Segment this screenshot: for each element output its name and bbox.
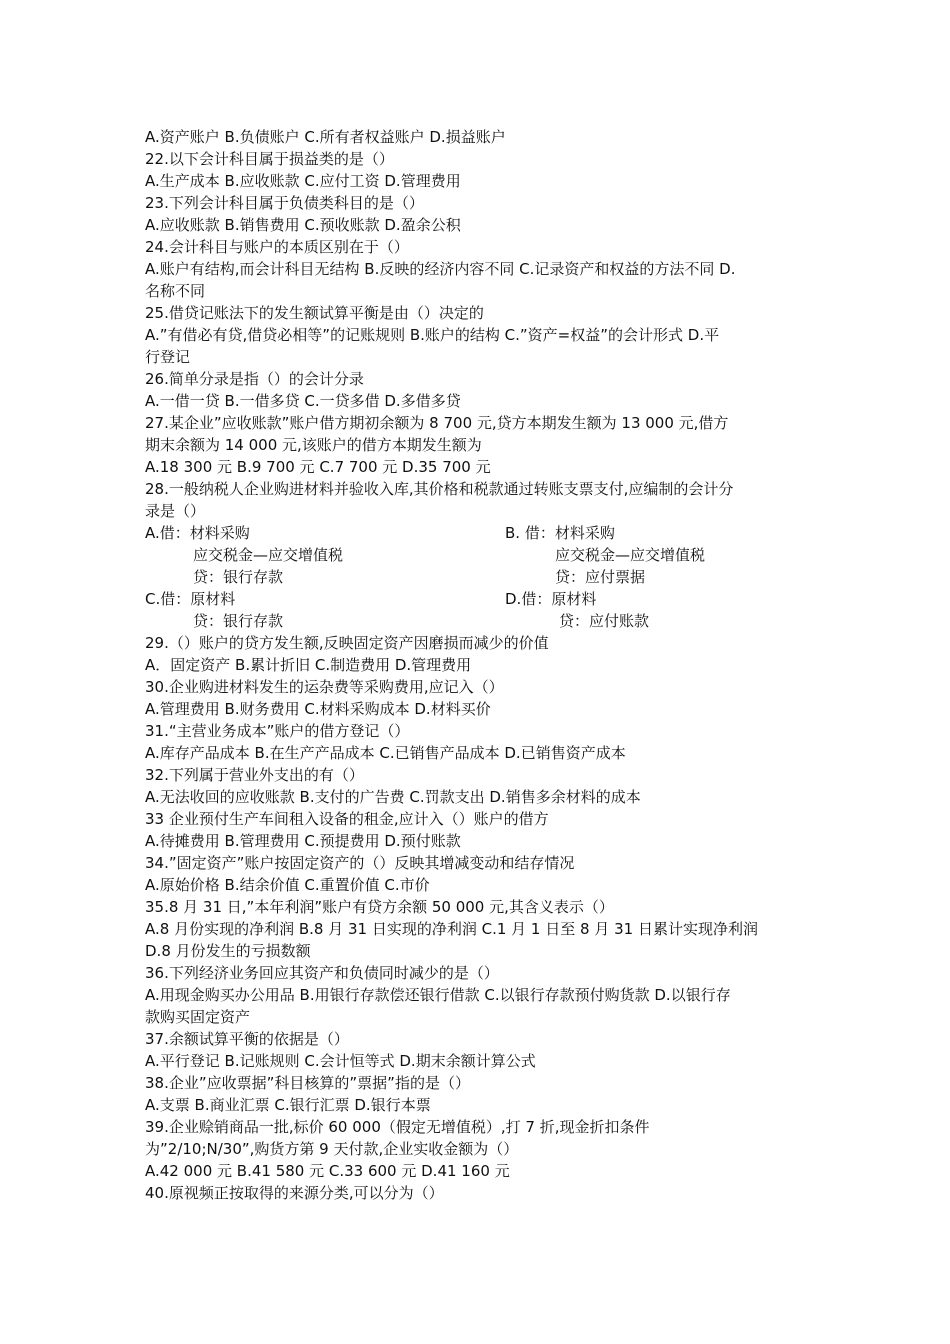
text-line: A.生产成本 B.应收账款 C.应付工资 D.管理费用 xyxy=(145,172,461,190)
text-line: 34.”固定资产”账户按固定资产的（）反映其增减变动和结存情况 xyxy=(145,854,575,872)
journal-entry-row xyxy=(145,522,810,544)
text-line: 36.下列经济业务回应其资产和负债同时减少的是（） xyxy=(145,964,499,982)
journal-entry-row xyxy=(145,610,810,632)
text-line: 25.借贷记账法下的发生额试算平衡是由（）决定的 xyxy=(145,304,484,322)
text-line: A.库存产品成本 B.在生产产品成本 C.已销售产品成本 D.已销售资产成本 xyxy=(145,744,626,762)
text-line: 录是（） xyxy=(145,502,206,520)
text-line: A.平行登记 B.记账规则 C.会计恒等式 D.期末余额计算公式 xyxy=(145,1052,536,1070)
text-line: A.账户有结构,而会计科目无结构 B.反映的经济内容不同 C.记录资产和权益的方法不同 D. xyxy=(145,260,736,278)
text-line: 39.企业赊销商品一批,标价 60 000（假定无增值税）,打 7 折,现金折扣条件 xyxy=(145,1118,650,1136)
text-line: 40.原视频正按取得的来源分类,可以分为（） xyxy=(145,1184,444,1202)
text-line: A.用现金购买办公用品 B.用银行存款偿还银行借款 C.以银行存款预付购货款 D.以银行存 xyxy=(145,986,731,1004)
text-line: 37.余额试算平衡的依据是（） xyxy=(145,1030,349,1048)
text-line: 为”2/10;N/30”,购货方第 9 天付款,企业实收金额为（） xyxy=(145,1140,519,1158)
text-line: 35.8 月 31 日,”本年利润”账户有贷方余额 50 000 元,其含义表示（） xyxy=(145,898,614,916)
entry-a-debit-sub: 应交税金—应交增值税 xyxy=(193,546,344,564)
text-line: 32.下列属于营业外支出的有（） xyxy=(145,766,364,784)
text-line: A.原始价格 B.结余价值 C.重置价值 C.市价 xyxy=(145,876,430,894)
text-line: 23.下列会计科目属于负债类科目的是（） xyxy=(145,194,424,212)
text-line: 29.（）账户的贷方发生额,反映固定资产因磨损而减少的价值 xyxy=(145,634,549,652)
text-line: 期末余额为 14 000 元,该账户的借方本期发生额为 xyxy=(145,436,482,454)
text-line: 名称不同 xyxy=(145,282,206,300)
entry-d-debit: D.借：原材料 xyxy=(505,590,597,608)
text-line: A.支票 B.商业汇票 C.银行汇票 D.银行本票 xyxy=(145,1096,431,1114)
text-line: 行登记 xyxy=(145,348,191,366)
text-line: A.一借一贷 B.一借多贷 C.一贷多借 D.多借多贷 xyxy=(145,392,461,410)
entry-d-credit: 贷：应付账款 xyxy=(559,612,650,630)
text-line: 22.以下会计科目属于损益类的是（） xyxy=(145,150,394,168)
text-line: A.应收账款 B.销售费用 C.预收账款 D.盈余公积 xyxy=(145,216,461,234)
text-line: A．固定资产 B.累计折旧 C.制造费用 D.管理费用 xyxy=(145,656,472,674)
text-line: 33 企业预付生产车间租入设备的租金,应计入（）账户的借方 xyxy=(145,810,549,828)
text-line: A.18 300 元 B.9 700 元 C.7 700 元 D.35 700 元 xyxy=(145,458,491,476)
text-line: A.8 月份实现的净利润 B.8 月 31 日实现的净利润 C.1 月 1 日至 8 月 31 日累计实现净利润 xyxy=(145,920,758,938)
text-line: 38.企业”应收票据”科目核算的”票据”指的是（） xyxy=(145,1074,470,1092)
text-line: A.无法收回的应收账款 B.支付的广告费 C.罚款支出 D.销售多余材料的成本 xyxy=(145,788,641,806)
text-line: A.资产账户 B.负债账户 C.所有者权益账户 D.损益账户 xyxy=(145,128,506,146)
text-line: 26.简单分录是指（）的会计分录 xyxy=(145,370,364,388)
text-line: 27.某企业”应收账款”账户借方期初余额为 8 700 元,贷方本期发生额为 13 000 元,借方 xyxy=(145,414,729,432)
text-line: A.待摊费用 B.管理费用 C.预提费用 D.预付账款 xyxy=(145,832,461,850)
text-line: A.42 000 元 B.41 580 元 C.33 600 元 D.41 160 元 xyxy=(145,1162,510,1180)
journal-entry-row xyxy=(145,588,810,610)
text-line: D.8 月份发生的亏损数额 xyxy=(145,942,311,960)
entry-b-credit: 贷：应付票据 xyxy=(555,568,646,586)
text-line: A.管理费用 B.财务费用 C.材料采购成本 D.材料买价 xyxy=(145,700,491,718)
text-line: 30.企业购进材料发生的运杂费等采购费用,应记入（） xyxy=(145,678,504,696)
question-list xyxy=(145,126,810,1204)
entry-c-debit: C.借：原材料 xyxy=(145,590,236,608)
text-line: 28.一般纳税人企业购进材料并验收入库,其价格和税款通过转账支票支付,应编制的会计分 xyxy=(145,480,734,498)
entry-b-debit-sub: 应交税金—应交增值税 xyxy=(555,546,706,564)
text-line: A.”有借必有贷,借贷必相等”的记账规则 B.账户的结构 C.”资产=权益”的会计形式 D.平 xyxy=(145,326,720,344)
entry-a-credit: 贷：银行存款 xyxy=(193,568,284,586)
text-line: 款购买固定资产 xyxy=(145,1008,251,1026)
journal-entry-row xyxy=(145,566,810,588)
entry-c-credit: 贷：银行存款 xyxy=(193,612,284,630)
entry-b-debit: B. 借：材料采购 xyxy=(505,524,615,542)
journal-entry-row xyxy=(145,544,810,566)
text-line: 24.会计科目与账户的本质区别在于（） xyxy=(145,238,409,256)
entry-a-debit: A.借：材料采购 xyxy=(145,524,250,542)
text-line: 31.“主营业务成本”账户的借方登记（） xyxy=(145,722,410,740)
